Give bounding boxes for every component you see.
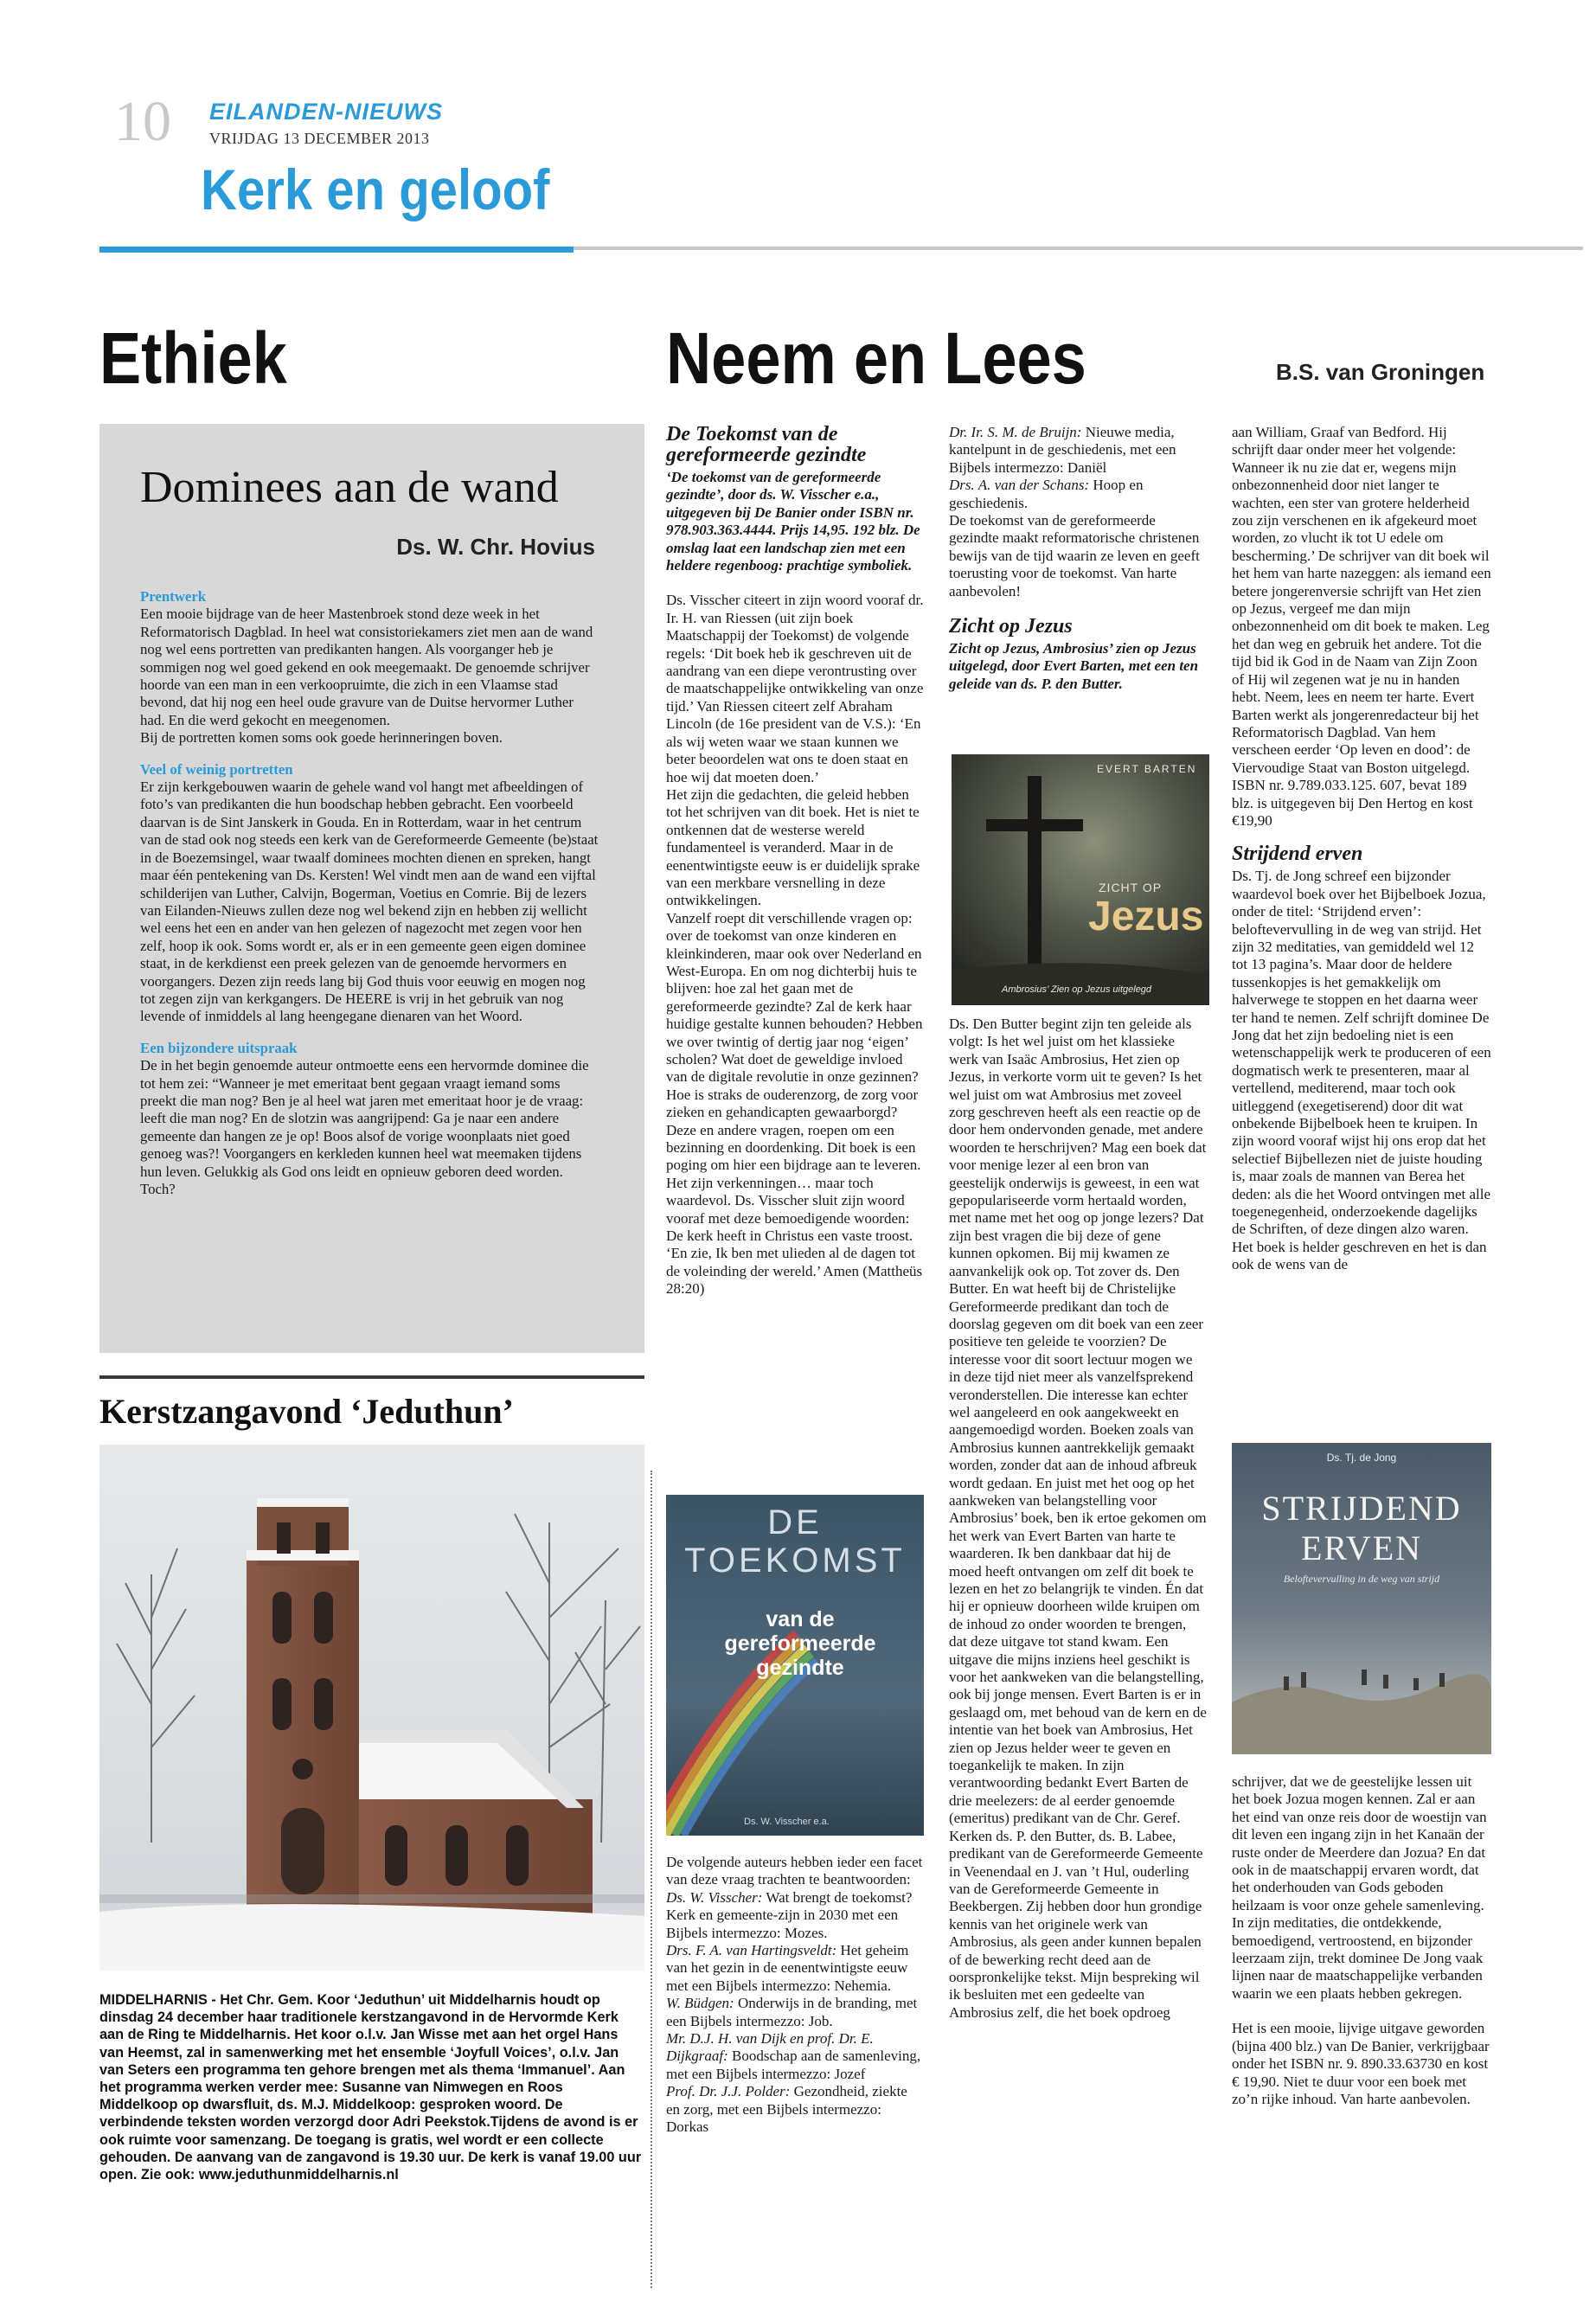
paragraph: Ds. Visscher citeert in zijn woord vooraf dr. Ir. H. van Riessen (uit zijn boek Maatschappij der Toekomst) de volgende regels: ‘Dit boek heb ik geschreven uit de aandrang van een diepe verontrusting over de maatschappelijke ontwikkeling van onze tijd.’ Van Riessen citeert zelf Abraham Lincoln (de 16e president van de V.S.): ‘En als wij weten waar we staan kunnen we beter beoordelen wat ons te doen staat en hoe wij dat moeten doen.’ [666,592,924,785]
cover-author: Ds. Tj. de Jong [1326,1452,1397,1464]
paragraph: Bij de portretten komen soms ook goede herinneringen boven. [140,729,503,747]
section-title: Kerk en geloof [201,157,550,221]
author-line: Prof. Dr. J.J. Polder: Gezondheid, ziekte en zorg, met een Bijbels intermezzo: Dorkas [666,2083,907,2136]
neem-column-1-authors [666,1854,924,2137]
paragraph: De in het begin genoemde auteur ontmoette eens een hervormde dominee die tot hem zei: “Wanneer je met emeritaat bent gegaan vraagt iemand soms preekt die man nog? Ben je al heel wat jaren met emeritaat hoor je de vraag: leeft die man nog? En de slotzin was aangrijpend: Ga je naar een andere gemeente dan hangen ze je op! Boos alsof de vorige woonplaats niet goed genoeg was?! Voorgangers en kerkleden kunnen heel wat meemaken tijdens hun leven. Gelukkig als God ons leidt en opnieuw geboren deed worden. Toch? [140,1057,589,1197]
neem-column-3 [1232,424,1491,1274]
cover-author: Ds. W. Visscher e.a. [744,1817,830,1827]
paragraph: Ds. Den Butter begint zijn ten geleide als volgt: Is het wel juist om het klassieke werk van Isaäc Ambrosius, Het zien op Jezus, in verkorte vorm uit te geven? Is het wel juist om wat Ambrosius met zoveel zorg geschreven heeft als een reactie op de door hem ondervonden genade, met andere woorden te herschrijven? Mag een boek dat voor menige lezer al een bron van geestelijk onderwijs is geweest, in een wat gepopulariseerde vorm hertaald worden, met name met het oog op jonge lezers? Dat zijn best vragen die bij deze of gene kunnen opkomen. Bij mij kwamen ze aanvankelijk ook op. Tot zover ds. Den Butter. En wat heeft bij de Christelijke Gereformeerde predikant dan toch de doorslag gegeven om dit boek van een zeer positieve ten geleide te voorzien? De interesse voor dit soort lectuur mogen we in deze tijd niet meer als vanzelfsprekend veronderstellen. Die interesse kan echter wel aangeleerd en ook aangekweekt en aangemoedigd worden. Boeken zoals van Ambrosius kunnen aantrekkelijk gemaakt worden, zonder dat aan de inhoud afbreuk wordt gedaan. En juist met het oog op het aankweken van belangstelling voor Ambrosius’ boek, ben ik ertoe gekomen om het werk van Evert Barten van harte te waarderen. Ik ben dankbaar dat hij de moed heeft ontvangen om zelf dit boek te lezen en het zo belangrijk te vinden. Én dat hij er opnieuw doorheen wilde kruipen om de inhoud zo onder woorden te brengen, dat deze uitgave tot stand kwam. Een uitgave die mijns inziens heel geschikt is voor het aankweken van die belangstelling, ook bij jonge mensen. Evert Barten is er in geslaagd om, met behoud van de kern en de intentie van het boek van Ambrosius, Het zien op Jezus helder weer te geven en toegankelijk te maken. In zijn verantwoording bedankt Evert Barten de drie meelezers: de al eerder genoemde (emeritus) predikant van de Chr. Geref. Kerken ds. P. den Butter, ds. B. Labee, predikant van de Gereformeerde Gemeente in Veenendaal en J. van ’t Hul, ouderling van de Gereformeerde Gemeente in Beekbergen. Zij hebben door hun grondige kennis van het originele werk van Ambrosius, als geen ander kunnen bepalen of de bewerking recht deed aan de oorspronkelijke tekst. Mijn bespreking wil ik besluiten met een gedeelte van Ambrosius zelf, die het boek opdroeg [949,1016,1207,2021]
subheading: Een bijzondere uitspraak [140,1039,298,1056]
neem-heading: Neem en Lees [666,317,1086,399]
author-line: Ds. W. Visscher: Wat brengt de toekomst? Kerk en gemeente-zijn in 2030 met een Bijbels intermezzo: Mozes. [666,1888,913,1941]
neem-column-1 [666,424,924,1298]
author-line: Drs. F. A. van Hartingsveldt: Het geheim van het gezin in de eenentwintigste eeuw met een Bijbels intermezzo: Nehemia. [666,1942,909,1994]
photo-caption: MIDDELHARNIS - Het Chr. Gem. Koor ‘Jeduthun’ uit Middelharnis houdt op dinsdag 24 december haar traditionele kerstzangavond in de Hervormde Kerk aan de Ring te Middelharnis. Het koor o.l.v. Jan Wisse met aan het orgel Hans van Heemst, zal in samenwerking met het ensemble ‘Joyfull Voices’, o.l.v. Jan van Seters een programma ten gehore brengen met als thema ‘Immanuel’. Aan het programma werken verder mee: Susanne van Nimwegen en Roos Middelkoop op dwarsfluit, ds. M.J. Middelkoop: gesproken woord. De verbindende teksten worden verzorgd door Adri Peekstok.Tijdens de avond is er ook ruimte voor samenzang. De toegang is gratis, wel wordt er een collecte gehouden. De aanvang van de zangavond is 19.30 uur. De kerk is vanaf 19.00 uur open. Zie ook: www.jeduthunmiddelharnis.nl [99,1992,642,2183]
neem-byline: B.S. van Groningen [1276,359,1485,385]
author-line: Dr. Ir. S. M. de Bruijn: Nieuwe media, kantelpunt in de geschiedenis, met een Bijbels intermezzo: Daniël [949,424,1176,476]
paragraph: Ds. Tj. de Jong schreef een bijzonder waardevol boek over het Bijbelboek Jozua, onder de titel: ‘Strijdend erven’: beloftevervulling in de weg van strijd. Het zijn 32 meditaties, van gemiddeld wel 12 tot 13 pagina’s. Maar door de heldere tussenkopjes is het gemakkelijk om halverwege te stoppen en het daarna weer ter hand te nemen. Zelf schrijft dominee De Jong dat het zijn bedoeling niet is een wetenschappelijk werk te produceren of een dogmatisch werk te presenteren, maar al vertellend, mediterend, maar toch ook uitleggend (exegetiserend) door dit wat onbekende Bijbelboek heen te kruipen. In zijn woord vooraf wijst hij ons erop dat het selectief Bijbellezen niet de juiste houding is, maar zoals de mannen van Berea het deden: als die het Woord ontvingen met alle toegenegenheid, onderzoekende dagelijks de Schriften, of deze dingen alzo waren. Het boek is helder geschreven en het is dan ook de wens van de [1232,868,1491,1273]
ethiek-heading: Ethiek [99,317,287,399]
book-cover-jezus [952,754,1209,1005]
paragraph: Een mooie bijdrage van de heer Mastenbroek stond deze week in het Reformatorisch Dagblad. In heel wat consistoriekamers ziet men aan de wand nog wel eens portretten van predikanten hangen. Als voorganger heb je sommigen nog wel goed gekend en ook meegemaakt. De genoemde schrijver hoorde van een man in een verkoopruimte, die zich in een Vlaamse stad bevond, dat hij nog een heel oude gravure van de Duitse hervormer Luther had. En die werd gekocht en meegenomen. [140,606,593,728]
review-heading: Zicht op Jezus [949,615,1073,638]
book-cover-strijdend [1232,1443,1491,1754]
masthead-logo: EILANDEN-NIEUWS [209,99,443,125]
review-lead: ‘De toekomst van de gereformeerde gezindte’, door ds. W. Visscher e.a., uitgegeven bij De Banier onder ISBN nr. 978.903.363.4444. Prijs 14,95. 192 blz. De omslag laat een landschap zien met een heldere regenboog: prachtige symboliek. [666,469,920,574]
church-photo [99,1445,644,1971]
kerst-title: Kerstzangavond ‘Jeduthun’ [99,1392,514,1431]
author-line: Mr. D.J. H. van Dijk en prof. Dr. E. Dijkgraaf: Boodschap aan de samenleving, met een Bijbels intermezzo: Jozef [666,2030,921,2082]
neem-column-3-end [1232,1773,1491,2108]
cover-title: Jezus [1088,894,1204,939]
paragraph: Het zijn die gedachten, die geleid hebben tot het schrijven van dit boek. Het is niet te ontkennen dat de westerse wereld fundamenteel is veranderd. Maar in de eenentwintigste eeuw is er duidelijk sprake van een merkbare versnelling in deze ontwikkelingen. [666,785,920,909]
neem-column-2-body [949,1016,1207,2022]
section-rule-grey [574,247,1583,250]
cover-subtitle: Ambrosius’ Zien op Jezus uitgelegd [1002,984,1152,995]
section-rule-blue [99,247,574,253]
paragraph: Vanzelf roept dit verschillende vragen op: over de toekomst van onze kinderen en kleinkinderen, maar ook over Nederland en West-Europa. En om nog dichterbij huis te blijven: hoe zal het gaan met de gereformeerde gezindte? Zal de kerk haar huidige gestalte kunnen behouden? Hebben we over twintig of dertig jaar nog ‘eigen’ scholen? Wat doet de geweldige invloed van de digitale revolutie in onze gezinnen? Hoe is straks de ouderenzorg, de zorg voor zieken en gehandicapten gewaarborgd? Deze en andere vragen, roepen om een bezinning en doordenking. Dit boek is een poging om hier een bijdrage aan te leveren. Het zijn verkenningen… maar toch waardevol. Ds. Visscher sluit zijn woord vooraf met deze bemoedigende woorden: De kerk heeft in Christus een vaste troost. ‘En zie, Ik ben met ulieden al de dagen tot de voleinding der wereld.’ Amen (Mattheüs 28:20) [666,909,923,1298]
column-divider [651,1471,652,2288]
subheading: Veel of weinig portretten [140,760,293,778]
column-author: Ds. W. Chr. Hovius [396,534,595,560]
neem-column-2 [949,424,1207,693]
cover-title: STRIJDEND [1261,1489,1462,1528]
cover-author: EVERT BARTEN [1097,763,1197,775]
cover-title: ERVEN [1300,1529,1423,1567]
cover-small-title: ZICHT OP [1099,881,1163,894]
column-body [140,588,599,1198]
cover-subtitle: van de gereformeerde gezindte [724,1607,876,1680]
review-lead: Zicht op Jezus, Ambrosius’ zien op Jezus uitgelegd, door Evert Barten, met een ten geleide van ds. P. den Butter. [949,640,1199,692]
paragraph: De toekomst van de gereformeerde gezindte maakt reformatorische christenen bewijs van de tijd waarin ze leven en geeft toerusting voor de toekomst. Van harte aanbevolen! [949,512,1200,599]
cover-subtitle: Beloftevervulling in de weg van strijd [1283,1573,1440,1585]
author-line: W. Büdgen: Onderwijs in de branding, met een Bijbels intermezzo: Job. [666,1995,918,2029]
column-title: Dominees aan de wand [140,463,559,512]
review-heading: De Toekomst van de gereformeerde gezindte [666,423,867,466]
paragraph: Er zijn kerkgebouwen waarin de gehele wand vol hangt met afbeeldingen of foto’s van predikanten die hun boodschap hebben gebracht. Een voorbeeld daarvan is de Sint Janskerk in Gouda. En in Rotterdam, waar in het centrum van de stad ook nog steeds een kerk van de Gereformeerde Gemeente (be)staat in de Boezemsingel, waar twaalf dominees mochten dienen en spreken, hangt maar één pentekening van Ds. Kersten! Wel vindt men aan de wand een vijftal schilderijen van Luther, Calvijn, Bogerman, Voetius en Comrie. Bij de lezers van Eilanden-Nieuws zullen deze nog wel bekend zijn en hebben zij wellicht wel eens het een en ander van hen gelezen of nagezocht met zegen voor hen zelf, hoop ik ook. Soms wordt er, als er in een gemeente geen eigen dominee staat, in de kerkdienst een preek gelezen van de genoemde hervormers en voorgangers. Dezen zijn reeds lang bij God thuis voor eeuwig en mogen nog tot zegen zijn van kerkgangers. De HEERE is vrij in het gebruik van nog levende of inmiddels al lang heengegane dienaren van het Woord. [140,779,599,1025]
review-heading: Strijdend erven [1232,843,1363,866]
subheading: Prentwerk [140,588,207,605]
author-line: Drs. A. van der Schans: Hoop en geschiedenis. [949,477,1144,511]
paragraph: De volgende auteurs hebben ieder een facet van deze vraag trachten te beantwoorden: [666,1854,923,1888]
kerst-rule [99,1375,644,1379]
page-number: 10 [114,90,171,153]
paragraph: Het is een mooie, lijvige uitgave geworden (bijna 400 blz.) van De Banier, verkrijgbaar onder het ISBN nr. 9. 890.33.63730 en kost € 19,90. Niet te duur voor een boek met zo’n rijke inhoud. Van harte aanbevolen. [1232,2020,1490,2107]
paragraph: aan William, Graaf van Bedford. Hij schrijft daar onder meer het volgende: Wanneer ik nu zie dat er, wegens mijn onbezonnenheid door niet langer te wachten, een ster van grotere helderheid zou zijn verschenen en ik afgekeurd moet worden, zo vlucht ik tot U edele om bescherming.’ De schrijver van dit boek wil het hem van harte nazeggen: als iemand een betere jongerenversie schrijft van Het zien op Jezus, vergeef me dan mijn onbezonnenheid om dit boek te maken. Leg het dan weg en gebruik het andere. Tot die tijd bid ik God in de Naam van Zijn Zoon of Hij wil zegenen wat je nu in handen hebt. Neem, lees en neem ter harte. Evert Barten werkt als jongerenredacteur bij het Reformatorisch Dagblad. Van hem verscheen eerder ‘Op leven en dood’: de Viervoudige Staat van Boston uitgelegd. ISBN nr. 9.789.033.125. 607, bevat 189 blz. is uitgegeven bij Den Hertog en kost €19,90 [1232,424,1491,829]
paragraph: schrijver, dat we de geestelijke lessen uit het boek Jozua mogen kennen. Zal er aan het eind van onze reis door de woestijn van dit leven een ingang zijn in het Kanaän der ruste onder de Meerdere dan Jozua? En dat ook in de maatschappij ervaren wordt, dat het onderhouden van Gods geboden heilzaam is voor onze gehele samenleving. In zijn meditaties, die ontdekkende, bemoedigend, vertroostend, en bijzonder leerzaam zijn, trekt dominee De Jong vaak lijnen naar de maatschappelijke verbanden waarin we een plaats hebben gekregen. [1232,1773,1487,2002]
cover-title: DE TOEKOMST [684,1503,906,1580]
dateline: VRIJDAG 13 DECEMBER 2013 [209,130,430,147]
book-cover-toekomst [666,1495,924,1836]
